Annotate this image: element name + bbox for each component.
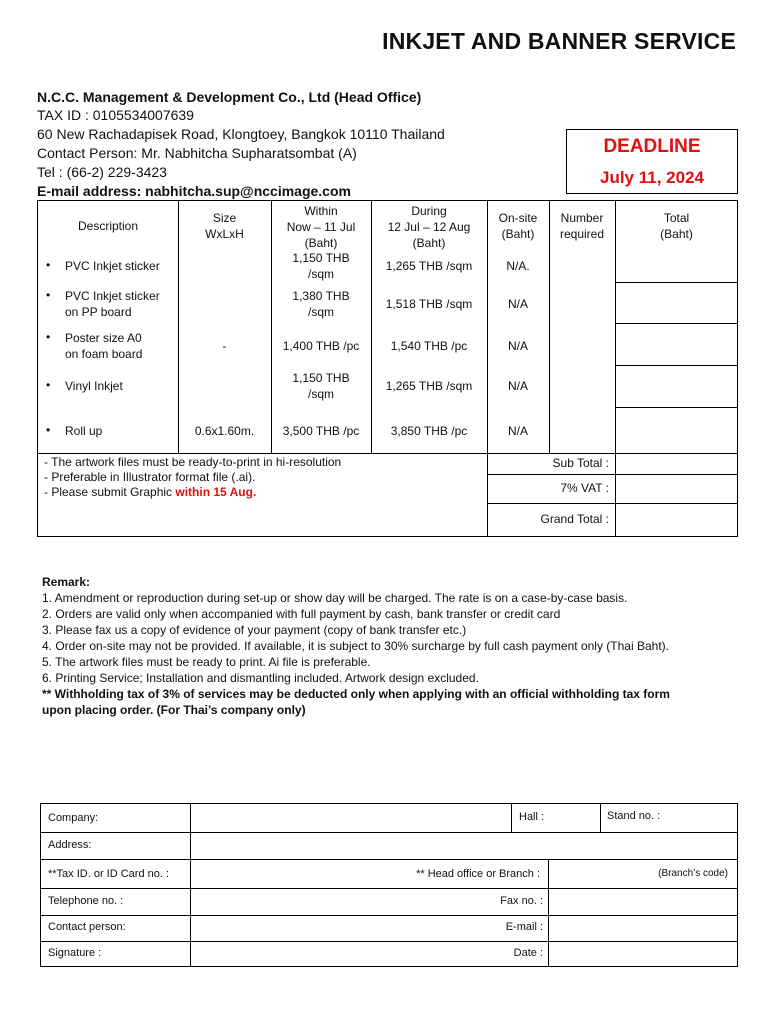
- email-field-label: E-mail :: [505, 921, 543, 933]
- header-size: Size WxLxH: [205, 211, 244, 241]
- row-onsite-price: N/A: [507, 379, 528, 393]
- row-onsite-price: N/A.: [506, 259, 530, 273]
- row-onsite-price: N/A: [507, 339, 528, 353]
- tax-id-input[interactable]: [191, 859, 401, 888]
- contact-person: Contact Person: Mr. Nabhitcha Supharatsombat (A): [37, 145, 357, 161]
- stand-no-field-label: Stand no. :: [607, 810, 661, 822]
- deadline-label: DEADLINE: [603, 136, 701, 157]
- row-during-price: 1,540 THB /pc: [390, 339, 468, 353]
- header-within: Within Now – 11 Jul (Baht): [286, 204, 356, 250]
- note-hi-resolution: - The artwork files must be ready-to-print in hi-resolution: [44, 455, 342, 469]
- withholding-note: ** Withholding tax of 3% of services may be deducted only when applying with an official withholding tax form: [42, 687, 670, 701]
- company-name: N.C.C. Management & Development Co., Ltd (Head Office): [37, 89, 422, 105]
- row-during-price: 1,265 THB /sqm: [385, 259, 473, 273]
- remark-item: 6. Printing Service; Installation and dismantling included. Artwork design excluded.: [42, 671, 479, 685]
- row-onsite-price: N/A: [507, 424, 528, 438]
- header-onsite: On-site (Baht): [498, 211, 538, 241]
- row-onsite-price: N/A: [507, 297, 528, 311]
- note-illustrator: - Preferable in Illustrator format file (.ai).: [44, 470, 256, 484]
- company-address: 60 New Rachadapisek Road, Klongtoey, Bangkok 10110 Thailand: [37, 126, 445, 142]
- remarks: [42, 574, 670, 718]
- bullet: •: [46, 423, 51, 437]
- row-during-price: 3,850 THB /pc: [390, 424, 468, 438]
- tax-id-field-label: **Tax ID. or ID Card no. :: [48, 868, 170, 880]
- address-field-label: Address:: [48, 839, 92, 851]
- remark-item: 5. The artwork files must be ready to print. Ai file is preferable.: [42, 655, 371, 669]
- bullet: •: [46, 288, 51, 302]
- row-description: PVC Inkjet sticker: [65, 259, 160, 273]
- remark-heading: Remark:: [42, 575, 91, 589]
- row-within-price: 1,150 THB /sqm: [292, 251, 350, 281]
- row-description: PVC Inkjet sticker on PP board: [65, 289, 160, 319]
- submit-deadline: within 15 Aug.: [175, 485, 257, 499]
- hall-field-label: Hall :: [519, 811, 545, 823]
- grand-total-label: Grand Total :: [540, 512, 609, 526]
- branch-code-label: (Branch’s code): [658, 868, 728, 879]
- bullet: •: [46, 258, 51, 272]
- row-description: Vinyl Inkjet: [65, 379, 123, 393]
- address-input[interactable]: [191, 832, 738, 859]
- row-within-price: 3,500 THB /pc: [282, 424, 360, 438]
- row-during-price: 1,265 THB /sqm: [385, 379, 473, 393]
- remark-item: 2. Orders are valid only when accompanied with full payment by cash, bank transfer or credit card: [42, 607, 561, 621]
- subtotal-label: Sub Total :: [552, 456, 609, 470]
- company-field-label: Company:: [48, 812, 99, 824]
- pricing-table: [37, 200, 738, 537]
- row-during-price: 1,518 THB /sqm: [385, 297, 473, 311]
- row-size: 0.6x1.60m.: [194, 424, 255, 438]
- row-within-price: 1,150 THB /sqm: [292, 371, 350, 401]
- bullet: •: [46, 330, 51, 344]
- company-input[interactable]: [191, 804, 511, 832]
- header-total: Total (Baht): [660, 211, 693, 241]
- header-during: During 12 Jul – 12 Aug (Baht): [387, 204, 471, 250]
- vat-label: 7% VAT :: [560, 481, 609, 495]
- withholding-note-cont: upon placing order. (For Thai’s company only): [42, 703, 306, 717]
- telephone: Tel : (66-2) 229-3423: [37, 164, 167, 180]
- row-description: Roll up: [65, 424, 103, 438]
- telephone-field-label: Telephone no. :: [48, 895, 124, 907]
- row-within-price: 1,400 THB /pc: [282, 339, 360, 353]
- remark-item: 4. Order on-site may not be provided. If available, it is subject to 30% surcharge by full cash payment only (Thai Baht).: [42, 639, 669, 653]
- email-address: E-mail address: nabhitcha.sup@nccimage.com: [37, 183, 351, 199]
- head-office-branch-label: ** Head office or Branch :: [416, 868, 540, 880]
- signature-field-label: Signature :: [48, 947, 102, 959]
- deadline-box: [566, 129, 738, 194]
- remark-item: 1. Amendment or reproduction during set-up or show day will be charged. The rate is on a case-by-case basis.: [42, 591, 628, 605]
- row-size: -: [222, 339, 227, 353]
- header-number-required: Number required: [559, 211, 605, 241]
- deadline-date: July 11, 2024: [600, 168, 704, 187]
- contact-person-field-label: Contact person:: [48, 921, 126, 933]
- bullet: •: [46, 378, 51, 392]
- page-title: INKJET AND BANNER SERVICE: [382, 28, 736, 54]
- order-form: [40, 803, 738, 967]
- row-within-price: 1,380 THB /sqm: [292, 289, 350, 319]
- date-field-label: Date :: [513, 947, 543, 959]
- remark-item: 3. Please fax us a copy of evidence of your payment (copy of bank transfer etc.): [42, 623, 467, 637]
- tax-id: TAX ID : 0105534007639: [37, 107, 194, 123]
- header-description: Description: [77, 219, 139, 233]
- fax-field-label: Fax no. :: [500, 895, 543, 907]
- row-description: Poster size A0 on foam board: [65, 331, 143, 361]
- note-submit-graphic: - Please submit Graphic within 15 Aug.: [44, 485, 257, 499]
